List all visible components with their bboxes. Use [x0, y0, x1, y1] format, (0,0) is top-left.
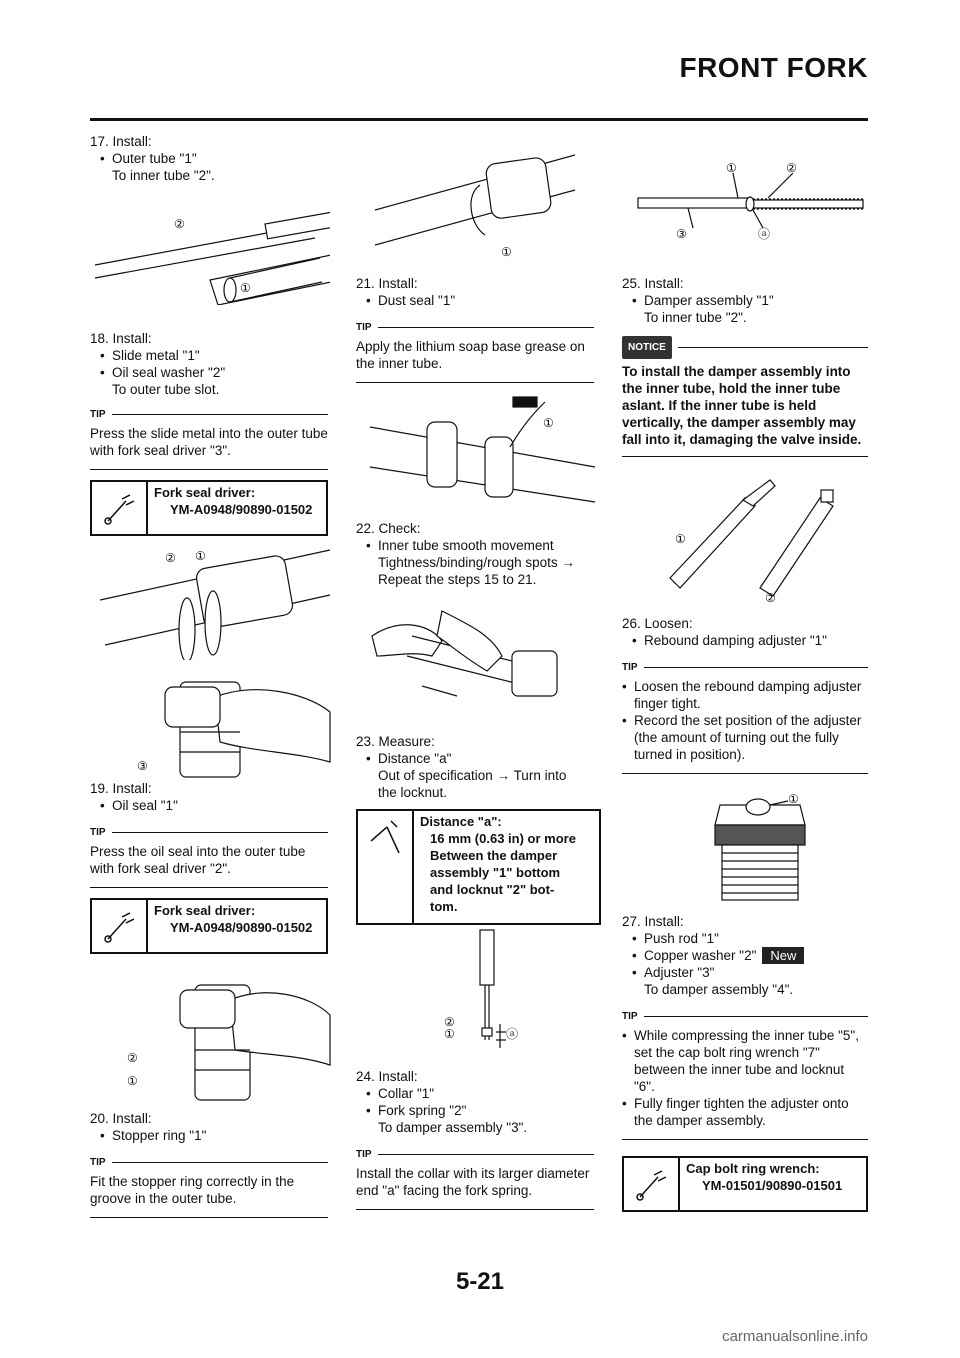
step-number: 23. — [356, 734, 375, 749]
tip-box — [356, 319, 594, 383]
bullet-text: Slide metal "1" — [112, 348, 200, 363]
step-label: Install: — [378, 276, 418, 291]
step-label: Install: — [112, 134, 152, 149]
sub-text: Repeat the steps 15 to 21. — [378, 572, 537, 587]
tip-label: TIP — [622, 1011, 638, 1022]
callout-2: ② — [165, 551, 176, 565]
sub-text: Tightness/binding/rough spots → — [378, 555, 575, 570]
tool-value: YM-A0948/90890-01502 — [170, 920, 313, 935]
step-19: 19. Install: • Oil seal "1" TIP Press the oil seal into the outer tube with fork seal driver "2". Fork seal driver: YM-A0948/90890-01502 — [90, 780, 328, 954]
step-number: 27. — [622, 914, 641, 929]
tool-title: Fork seal driver: — [154, 485, 256, 500]
step-label: Check: — [378, 521, 421, 536]
fig-outer-tube — [90, 210, 330, 305]
page-number: 5-21 — [455, 1268, 505, 1295]
bullet-text: Push rod "1" — [644, 931, 719, 946]
callout-2: ② — [174, 217, 185, 231]
bullet-text: Oil seal washer "2" — [112, 365, 226, 380]
header-rule — [90, 118, 868, 121]
tip-box — [90, 824, 328, 888]
step-label: Install: — [112, 781, 152, 796]
step-label: Install: — [112, 331, 152, 346]
step-number: 21. — [356, 276, 375, 291]
tip-label: TIP — [356, 1149, 372, 1160]
fig-dust-seal — [365, 150, 600, 265]
sub-text: To outer tube slot. — [112, 382, 220, 397]
callout-1: ① — [444, 1027, 455, 1041]
callout-1: ① — [240, 281, 251, 295]
spec-title: Distance "a": — [420, 814, 502, 829]
tool-title: Cap bolt ring wrench: — [686, 1161, 820, 1176]
tip-box: TIP • While compressing the inner tube "5", set the cap bolt ring wrench "7" between the inner tube and locknut "6". • Fully finger tighten the adjuster onto the damper assembly. — [622, 1008, 868, 1140]
callout-2: ② — [127, 1051, 138, 1065]
tip-text: Apply the lithium soap base grease on the inner tube. — [356, 339, 585, 371]
notice-label: NOTICE — [622, 336, 672, 359]
step-22: 22. Check: • Inner tube smooth movement Tightness/binding/rough spots → Repeat the steps 15 to 21. — [356, 520, 594, 588]
callout-1: ① — [195, 549, 206, 563]
bullet-text: Oil seal "1" — [112, 798, 178, 813]
callout-1: ① — [127, 1074, 138, 1088]
notice-text: To install the damper assembly into the inner tube, hold the inner tube aslant. If the inner tube is held vertically, the damper assembly may fall into it, damaging the valve inside. — [622, 359, 868, 457]
step-label: Install: — [112, 1111, 152, 1126]
fig-slide-metal — [95, 540, 335, 660]
step-label: Measure: — [378, 734, 435, 749]
notice-box — [622, 336, 868, 457]
fig-seal-driver-hands — [135, 672, 335, 782]
bullet-text: Stopper ring "1" — [112, 1128, 207, 1143]
tool-box — [90, 898, 328, 954]
tip-box — [356, 1146, 594, 1210]
callout-a: ⓐ — [758, 227, 771, 241]
step-label: Loosen: — [644, 616, 693, 631]
column-1 — [90, 133, 328, 184]
step-number: 17. — [90, 134, 109, 149]
bullet-text: Inner tube smooth movement — [378, 538, 554, 553]
bullet-text: Damper assembly "1" — [644, 293, 774, 308]
wrench-icon — [92, 900, 148, 952]
callout-1: ① — [501, 245, 512, 259]
bullet-text: Distance "a" — [378, 751, 452, 766]
step-number: 24. — [356, 1069, 375, 1084]
step-number: 19. — [90, 781, 109, 796]
new-badge: New — [762, 947, 804, 964]
step-18: 18. Install: • Slide metal "1" • Oil seal washer "2" To outer tube slot. TIP Press the slide metal into the outer tube with fork seal driver "3". Fork seal driver: YM-A0948/90890-01502 — [90, 330, 328, 536]
wrench-icon — [92, 482, 148, 534]
step-23: 23. Measure: • Distance "a" Out of specification → Turn into the locknut. Distance "a": 16 mm (0.63 in) or more Between the damper assembly "1" bottom and locknut "2" bot- tom. — [356, 733, 594, 925]
step-label: Install: — [644, 276, 684, 291]
step-label: Install: — [378, 1069, 418, 1084]
step-20: 20. Install: • Stopper ring "1" TIP Fit the stopper ring correctly in the groove in the outer tube. — [90, 1110, 328, 1218]
sub-text: Out of specification → Turn into — [378, 768, 567, 783]
tip-box — [90, 1154, 328, 1218]
step-number: 25. — [622, 276, 641, 291]
spec-line: assembly "1" bottom — [430, 865, 561, 880]
tip-label: TIP — [90, 1157, 106, 1168]
bullet-text: Adjuster "3" — [644, 965, 715, 980]
spec-line: Between the damper — [430, 848, 558, 863]
tool-title: Fork seal driver: — [154, 903, 256, 918]
fig-cap-bolt — [700, 785, 820, 905]
step-26: 26. Loosen: • Rebound damping adjuster "1" TIP • Loosen the rebound damping adjuster finger tight. • Record the set position of the adjuster (the amount of turning out the fully turned in position). — [622, 615, 868, 774]
step-number: 20. — [90, 1111, 109, 1126]
tip-bullet: Fully finger tighten the adjuster onto the damper assembly. — [634, 1096, 849, 1128]
tip-text: Install the collar with its larger diameter end "a" facing the fork spring. — [356, 1166, 590, 1198]
tip-bullet: Loosen the rebound damping adjuster finger tight. — [634, 679, 862, 711]
bullet-text: Outer tube "1" — [112, 151, 197, 166]
tip-label: TIP — [90, 827, 106, 838]
spec-box — [356, 809, 601, 925]
callout-3: ③ — [676, 227, 687, 241]
spec-line: 16 mm (0.63 in) or more — [430, 831, 576, 846]
tip-label: TIP — [90, 409, 106, 420]
fig-damper-assembly — [628, 158, 868, 243]
bullet-text: Rebound damping adjuster "1" — [644, 633, 827, 648]
sub-text: To damper assembly "3". — [378, 1120, 528, 1135]
step-25: 25. Install: • Damper assembly "1" To inner tube "2". NOTICE To install the damper assembly into the inner tube, hold the inner tube aslant. If the inner tube is held vertically, the damper assembly may fall into it, damaging the valve inside. — [622, 275, 868, 457]
tip-bullet: Record the set position of the adjuster (the amount of turning out the fully turned in position). — [634, 713, 862, 762]
callout-1: ① — [543, 416, 554, 430]
step-27: 27. Install: • Push rod "1" • Copper washer "2" New • Adjuster "3" To damper assembly "4". TIP • While compressing the inner tube "5", set the cap bolt ring wrench "7" between the inner tube and locknut "6". • Fully finger tighten the adjuster onto the damper assembly. Cap bolt ring wrench: YM-01501/90890-01501 — [622, 913, 868, 1212]
tip-bullet: While compressing the inner tube "5", set the cap bolt ring wrench "7" between the inner tube and locknut "6". — [634, 1028, 859, 1094]
tip-text: Press the slide metal into the outer tube with fork seal driver "3". — [90, 426, 328, 458]
sub-text: To damper assembly "4". — [644, 982, 794, 997]
callout-2: ② — [765, 591, 776, 603]
spec-line: and locknut "2" bot- — [430, 882, 555, 897]
measure-icon — [358, 811, 414, 923]
step-number: 18. — [90, 331, 109, 346]
bullet-text: Collar "1" — [378, 1086, 435, 1101]
spec-line: tom. — [430, 899, 458, 914]
callout-1: ① — [788, 792, 799, 806]
fig-check-movement — [362, 596, 587, 716]
tip-box — [90, 406, 328, 470]
tip-label: TIP — [356, 322, 372, 333]
tool-box — [90, 480, 328, 536]
step-21: 21. Install: • Dust seal "1" TIP Apply the lithium soap base grease on the inner tube. — [356, 275, 594, 383]
fig-distance-a — [430, 928, 550, 1058]
step-number: 26. — [622, 616, 641, 631]
page-title: FRONT FORK — [679, 52, 868, 83]
fig-grease-inner-tube — [365, 392, 600, 507]
step-17: 17. Install: • Outer tube "1" To inner tube "2". — [90, 133, 328, 184]
fig-rebound-adjuster — [655, 478, 855, 603]
callout-1: ① — [726, 161, 737, 175]
tip-text: Fit the stopper ring correctly in the groove in the outer tube. — [90, 1174, 295, 1206]
bullet-text: Dust seal "1" — [378, 293, 456, 308]
tip-label: TIP — [622, 662, 638, 673]
tool-box — [622, 1156, 868, 1212]
callout-a: ⓐ — [506, 1027, 519, 1041]
callout-1: ① — [675, 532, 686, 546]
tip-text: Press the oil seal into the outer tube with fork seal driver "2". — [90, 844, 306, 876]
tool-value: YM-01501/90890-01501 — [702, 1178, 843, 1193]
callout-3: ③ — [137, 759, 148, 773]
callout-2: ② — [786, 161, 797, 175]
sub-text: the locknut. — [378, 785, 448, 800]
step-24: 24. Install: • Collar "1" • Fork spring "2" To damper assembly "3". TIP Install the collar with its larger diameter end "a" facing the fork spring. — [356, 1068, 594, 1210]
sub-text: To inner tube "2". — [644, 310, 747, 325]
step-number: 22. — [356, 521, 375, 536]
sub-text: To inner tube "2". — [112, 168, 215, 183]
step-label: Install: — [644, 914, 684, 929]
fig-stopper-ring-hands — [125, 980, 335, 1105]
callout-2: ② — [444, 1015, 455, 1029]
wrench-icon — [624, 1158, 680, 1210]
tool-value: YM-A0948/90890-01502 — [170, 502, 313, 517]
tip-box: TIP • Loosen the rebound damping adjuster finger tight. • Record the set position of the adjuster (the amount of turning out the fully turned in position). — [622, 659, 868, 774]
bullet-text: Fork spring "2" — [378, 1103, 467, 1118]
bullet-text: Copper washer "2" — [644, 948, 757, 963]
watermark: carmanualsonline.info — [722, 1328, 868, 1345]
